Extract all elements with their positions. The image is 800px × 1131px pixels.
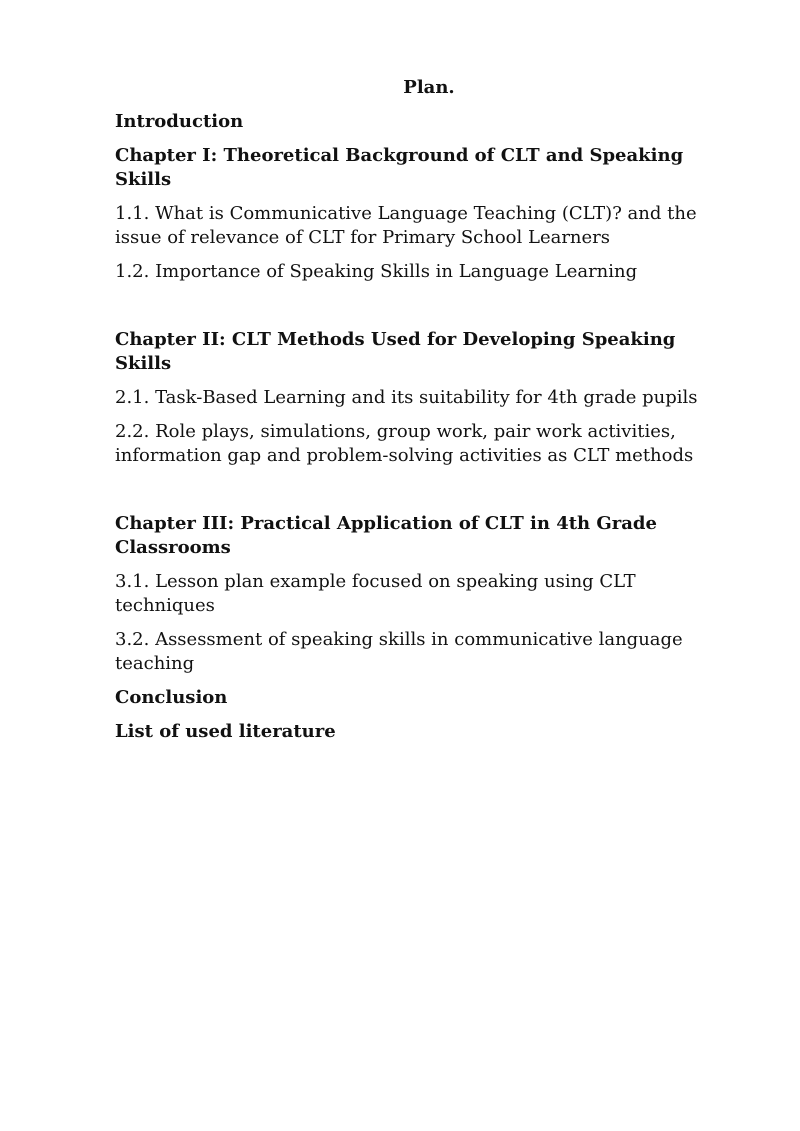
section-3-1: 3.1. Lesson plan example focused on speaking using CLT techniques [115, 571, 636, 616]
section-spacer [115, 478, 730, 512]
chapter-2-heading: Chapter II: CLT Methods Used for Developing Speaking Skills [115, 329, 676, 374]
literature-heading: List of used literature [115, 721, 336, 742]
plan-content [115, 76, 730, 754]
section-1-1: 1.1. What is Communicative Language Teaching (CLT)? and the issue of relevance of CLT for Primary School Learners [115, 203, 697, 248]
conclusion-heading: Conclusion [115, 687, 228, 708]
section-3-2: 3.2. Assessment of speaking skills in communicative language teaching [115, 629, 683, 674]
plan-title: Plan. [403, 77, 455, 98]
chapter-1-heading: Chapter I: Theoretical Background of CLT and Speaking Skills [115, 145, 684, 190]
section-1-2: 1.2. Importance of Speaking Skills in Language Learning [115, 261, 638, 282]
section-spacer [115, 294, 730, 328]
chapter-3-heading: Chapter III: Practical Application of CLT in 4th Grade Classrooms [115, 513, 657, 558]
introduction-heading: Introduction [115, 111, 244, 132]
section-2-2: 2.2. Role plays, simulations, group work, pair work activities, information gap and problem-solving activities as CLT methods [115, 421, 694, 466]
section-2-1: 2.1. Task-Based Learning and its suitability for 4th grade pupils [115, 387, 698, 408]
